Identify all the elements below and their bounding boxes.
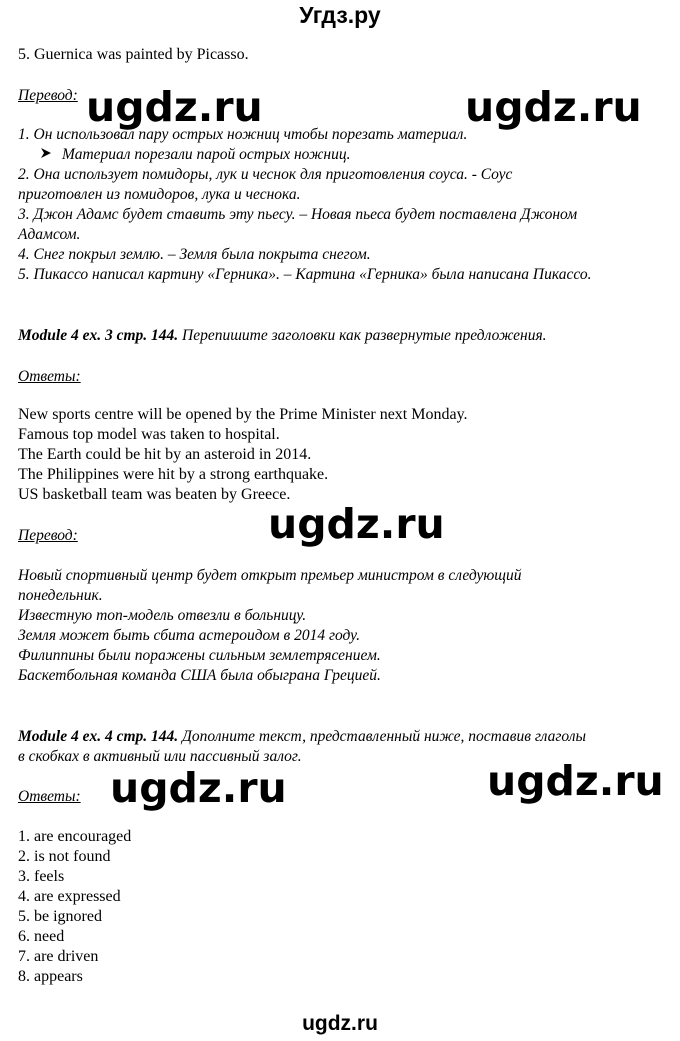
translation-line: Филиппины были поражены сильным землетрясением.: [18, 647, 381, 664]
task-text: Дополните текст, представленный ниже, поставив глаголы: [178, 728, 587, 745]
answer-line: 1. are encouraged: [18, 828, 132, 845]
task-ref: Module 4 ex. 3 стр. 144.: [18, 327, 179, 344]
translation-line: 3. Джон Адамс будет ставить эту пьесу. – Новая пьеса будет поставлена Джоном: [18, 206, 578, 223]
translation-line: Адамсом.: [18, 226, 81, 243]
translation-line: приготовлен из помидоров, лука и чеснока.: [18, 186, 301, 203]
translation-line: Известную топ-модель отвезли в больницу.: [18, 607, 307, 624]
answer-line: 5. be ignored: [18, 908, 102, 925]
task-heading: [18, 327, 547, 345]
otvety-label: Ответы:: [18, 788, 81, 805]
site-title: Угдз.ру: [299, 2, 381, 28]
translation-line: 4. Снег покрыл землю. – Земля была покрыта снегом.: [18, 246, 371, 263]
translation-line: Земля может быть сбита астероидом в 2014 году.: [18, 627, 360, 644]
translation-line: 1. Он использовал пару острых ножниц чтобы порезать материал.: [18, 126, 468, 143]
translation-line: Баскетбольная команда США была обыграна Грецией.: [18, 667, 381, 684]
answer-line: 8. appears: [18, 968, 83, 985]
watermark: ugdz.ru: [487, 757, 664, 805]
watermark: ugdz.ru: [86, 83, 263, 131]
translation-line: понедельник.: [18, 587, 103, 604]
answer-line: US basketball team was beaten by Greece.: [18, 486, 291, 503]
translation-text: Материал порезали парой острых ножниц.: [62, 146, 351, 163]
translation-bullet-line: [40, 146, 351, 164]
answer-line: The Earth could be hit by an asteroid in 2014.: [18, 446, 312, 463]
arrow-bullet-icon: [40, 146, 62, 164]
translation-line: 5. Пикассо написал картину «Герника». – Картина «Герника» была написана Пикассо.: [18, 266, 592, 283]
watermark: ugdz.ru: [465, 83, 642, 131]
watermark: ugdz.ru: [268, 500, 445, 548]
perevod-label: Перевод:: [18, 527, 78, 544]
perevod-label: Перевод:: [18, 87, 78, 104]
watermark: ugdz.ru: [110, 764, 287, 812]
translation-line: Новый спортивный центр будет открыт премьер министром в следующий: [18, 567, 522, 584]
answer-line: New sports centre will be opened by the Prime Minister next Monday.: [18, 406, 468, 423]
translation-line: 2. Она использует помидоры, лук и чеснок для приготовления соуса. - Соус: [18, 166, 513, 183]
answer-line: 4. are expressed: [18, 888, 121, 905]
answer-line: Famous top model was taken to hospital.: [18, 426, 280, 443]
answer-line: The Philippines were hit by a strong earthquake.: [18, 466, 329, 483]
task-ref: Module 4 ex. 4 стр. 144.: [18, 728, 179, 745]
task-text-line2: в скобках в активный или пассивный залог.: [18, 748, 302, 765]
task-heading: [18, 728, 586, 746]
answer-line-5: 5. Guernica was painted by Picasso.: [18, 46, 249, 63]
answer-line: 3. feels: [18, 868, 65, 885]
footer-site-link[interactable]: ugdz.ru: [302, 1012, 378, 1035]
task-text: Перепишите заголовки как развернутые предложения.: [178, 327, 547, 344]
answer-line: 7. are driven: [18, 948, 99, 965]
otvety-label: Ответы:: [18, 368, 81, 385]
answer-line: 2. is not found: [18, 848, 111, 865]
answer-line: 6. need: [18, 928, 65, 945]
